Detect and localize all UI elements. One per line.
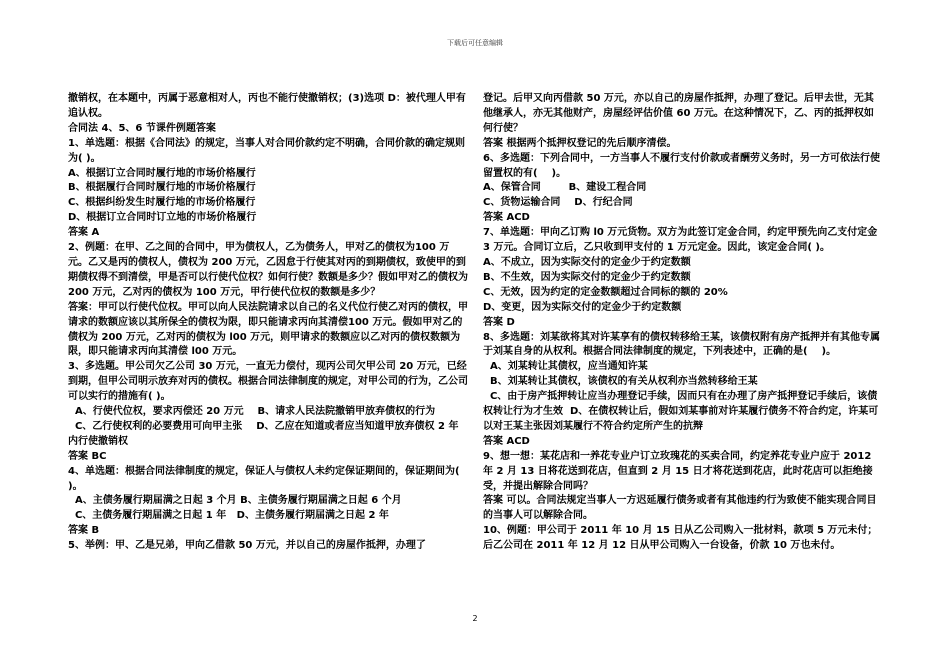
option: A、刘某转让其债权，应当通知许某 bbox=[483, 361, 648, 373]
option: C、由于房产抵押转让应当办理登记手续，因而只有在办理了房产抵押登记手续后，该债权转让行为才生效 D、在债权转让后，假如刘某事前对许某履行债务不符合约定，许某可以对王某主张因刘某履行不符合约定所产生的抗辩 bbox=[483, 391, 879, 432]
left-column bbox=[68, 92, 472, 554]
answer: 答案 ACD bbox=[483, 212, 530, 224]
option: C、乙行使权利的必要费用可向甲主张 D、乙应在知道或者应当知道甲放弃债权 2 年内行使撤销权 bbox=[68, 420, 459, 447]
answer: 答案 BC bbox=[68, 450, 107, 462]
option: A、行使代位权，要求丙偿还 20 万元 B、请求人民法院撤销甲放弃债权的行为 bbox=[68, 406, 436, 418]
option: B、不生效，因为实际交付的定金少于约定数额 bbox=[483, 271, 691, 283]
question: 3、多选题。甲公司欠乙公司 30 万元，一直无力偿付，现丙公司欠甲公司 20 万元，已经到期，但甲公司明示放弃对丙的债权。根据合同法律制度的规定，对甲公司的行为，乙公司可以实行的措施有( )。 bbox=[68, 361, 468, 403]
answer: 答案 可以。合同法规定当事人一方迟延履行债务或者有其他违约行为致使不能实现合同目的当事人可以解除合同。 bbox=[483, 495, 877, 522]
right-column bbox=[483, 92, 883, 554]
option: C、无效，因为约定的定金数额超过合同标的额的 20% bbox=[483, 286, 728, 298]
section-title: 合同法 4、5、6 节课件例题答案 bbox=[68, 122, 216, 134]
question: 10、例题：甲公司于 2011 年 10 月 15 日从乙公司购入一批材料，款项 5 万元未付；后乙公司在 2011 年 12 月 12 日从甲公司购入一台设备，价款 10 万也未付。 bbox=[483, 525, 878, 552]
question: 1、单选题：根据《合同法》的规定，当事人对合同价款约定不明确，合同价款的确定规则为( )。 bbox=[68, 137, 465, 164]
option: A、不成立，因为实际交付的定金少于约定数额 bbox=[483, 256, 691, 268]
option: B、刘某转让其债权，该债权的有关从权利亦当然转移给王某 bbox=[483, 376, 758, 388]
answer: 答案：甲可以行使代位权。甲可以向人民法院请求以自己的名义代位行使乙对丙的债权，甲请求的数额应该以其所保全的债权为限，即只能请求丙向其清偿100 万元。假如甲对乙的债权为 200 万元，乙对丙的债权为 l00 万元，则甲请求的数额应以乙对丙的债权数额为限，即只能请求丙向其清偿 l00 万元。 bbox=[68, 301, 468, 358]
question: 7、单选题：甲向乙订购 l0 万元货物。双方为此签订定金合同，约定甲预先向乙支付定金 3 万元。合同订立后，乙只收到甲支付的 1 万元定金。因此，该定金合同( )。 bbox=[483, 227, 881, 254]
option: A、主债务履行期届满之日起 3 个月 B、主债务履行期届满之日起 6 个月 bbox=[68, 495, 402, 507]
paragraph: 撤销权，在本题中，丙属于恶意相对人，丙也不能行使撤销权；(3)选项 D：被代理人甲有追认权。 bbox=[68, 93, 466, 119]
option: B、根据履行合同时履行地的市场价格履行 bbox=[68, 182, 256, 194]
paragraph: 登记。后甲又向丙借款 50 万元，亦以自己的房屋作抵押，办理了登记。后甲去世，无其他继承人，亦无其他财产，房屋经评估价值 60 万元。在这种情况下，乙、丙的抵押权如何行使？ bbox=[483, 93, 874, 134]
option: A、保管合同 B、建设工程合同 bbox=[483, 182, 647, 194]
question: 5、举例：甲、乙是兄弟，甲向乙借款 50 万元，并以自己的房屋作抵押，办理了 bbox=[68, 540, 426, 552]
question: 8、多选题：刘某欲将其对许某享有的债权转移给王某，该债权附有房产抵押并有其他专属于刘某自身的从权利。根据合同法律制度的规定，下列表述中，正确的是( )。 bbox=[483, 331, 880, 358]
question: 6、多选题：下列合同中，一方当事人不履行支付价款或者酬劳义务时，另一方可依法行使留置权的有( )。 bbox=[483, 152, 880, 179]
answer: 答案 A bbox=[68, 227, 100, 239]
question: 9、想一想：某花店和一养花专业户订立玫瑰花的买卖合同，约定养花专业户应于 2012 年 2 月 13 日将花送到花店，但直到 2 月 15 日才将花送到花店，此时花店可以拒绝接受，并提出解除合同吗？ bbox=[483, 450, 875, 492]
page-number: 2 bbox=[472, 614, 478, 623]
question: 2、例题：在甲、乙之间的合同中，甲为债权人，乙为债务人，甲对乙的债权为100 万元。乙又是丙的债权人，债权为 200 万元，乙因怠于行使其对丙的到期债权，致使甲的到期债权得不到清偿，甲是否可以行使代位权？如何行使？数额是多少？假如甲对乙的债权为 200 万元，乙对丙的债权为 100 万元，甲行使代位权的数额是多少？ bbox=[68, 242, 472, 298]
option: D、根据订立合同时订立地的市场价格履行 bbox=[68, 212, 257, 224]
option: C、主债务履行期届满之日起 1 年 D、主债务履行期届满之日起 2 年 bbox=[68, 510, 389, 522]
answer: 答案 B bbox=[68, 525, 100, 537]
answer: 答案 D bbox=[483, 316, 515, 328]
option: C、货物运输合同 D、行纪合同 bbox=[483, 197, 633, 209]
page-header: 下载后可任意编辑 bbox=[447, 39, 503, 47]
option: C、根据纠纷发生时履行地的市场价格履行 bbox=[68, 197, 256, 209]
option: D、变更，因为实际交付的定金少于约定数额 bbox=[483, 301, 682, 313]
answer: 答案 根据两个抵押权登记的先后顺序清偿。 bbox=[483, 137, 677, 149]
question: 4、单选题：根据合同法律制度的规定，保证人与债权人未约定保证期间的，保证期间为( )。 bbox=[68, 465, 464, 492]
answer: 答案 ACD bbox=[483, 435, 530, 447]
option: A、根据订立合同时履行地的市场价格履行 bbox=[68, 167, 256, 179]
